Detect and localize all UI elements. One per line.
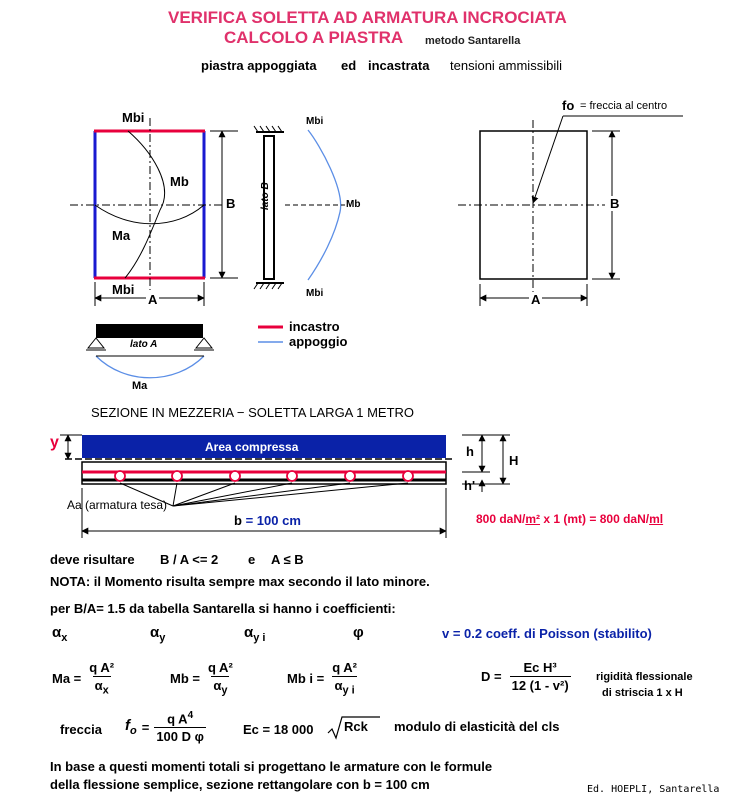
formula-mb — [170, 660, 235, 697]
formula-ma-lhs: Ma = — [52, 670, 82, 686]
load-pre: 800 daN/ — [476, 512, 526, 526]
ec-label: Ec = 18 000 — [243, 722, 314, 737]
title-line2: CALCOLO A PIASTRA — [224, 28, 404, 47]
section-b-label: b — [234, 513, 242, 528]
side-mb: Mb — [346, 199, 361, 210]
rck-label: Rck — [344, 719, 368, 734]
section-h-prime: h' — [464, 478, 476, 493]
coef-alpha-y — [150, 624, 165, 644]
right-fo: fo — [562, 98, 575, 113]
formula-fo-eq: = — [141, 719, 150, 735]
subtitle-ed: ed — [341, 58, 357, 73]
coef-phi: φ — [353, 624, 364, 641]
nota: NOTA: il Momento risulta sempre max secondo il lato minore. — [50, 574, 430, 589]
formula-mbi-den-sub: y i — [342, 684, 355, 697]
beam-lato-a-label: lato A — [130, 339, 158, 350]
coef-alpha-y-sym: α — [150, 624, 160, 641]
coef-alpha-yi-sub: y i — [253, 632, 266, 644]
formula-mb-den: α — [213, 678, 222, 693]
right-plate — [458, 116, 683, 306]
side-mbi-bottom: Mbi — [306, 288, 324, 299]
section-b-value: = 100 cm — [245, 513, 301, 528]
formula-ma-den: α — [94, 678, 103, 693]
left-ma: Ma — [112, 228, 131, 243]
section-b — [231, 513, 304, 528]
load-m2: m² — [525, 512, 541, 526]
load-mid: x 1 (mt) = 800 daN/ — [540, 512, 650, 526]
formula-mbi-lhs: Mb i = — [287, 670, 325, 686]
freccia-label: freccia — [60, 722, 102, 737]
formula-d — [481, 660, 571, 693]
coef-alpha-yi-sym: α — [244, 624, 254, 641]
title-method: metodo Santarella — [425, 35, 521, 47]
footer-credit: Ed. HOEPLI, Santarella — [587, 784, 720, 795]
condition-2: A ≤ B — [271, 552, 304, 567]
beam-ma-label: Ma — [132, 380, 148, 392]
right-dim-b: B — [610, 196, 620, 211]
left-mbi-top: Mbi — [122, 110, 145, 125]
formula-ma — [52, 660, 116, 697]
right-dim-a: A — [531, 292, 541, 307]
formula-mbi-num: q A² — [332, 660, 357, 675]
section-y: y — [50, 434, 59, 451]
formula-d-den: 12 (1 - v²) — [511, 678, 569, 693]
condition-1: B / A <= 2 — [160, 552, 219, 567]
legend-incastro: incastro — [289, 319, 340, 334]
area-compressa: Area compressa — [205, 440, 299, 454]
section-title: SEZIONE IN MEZZERIA − SOLETTA LARGA 1 METRO — [91, 405, 415, 420]
formula-fo-num: q A — [167, 711, 188, 727]
beam-lato-a — [86, 324, 214, 378]
formula-mb-den-sub: y — [221, 684, 228, 697]
poisson: v = 0.2 coeff. di Poisson (stabilito) — [442, 626, 652, 641]
left-dim-b: B — [226, 196, 236, 211]
per-coefficients: per B/A= 1.5 da tabella Santarella si hanno i coefficienti: — [50, 601, 396, 616]
formula-mb-num: q A² — [207, 660, 233, 675]
formula-mbi-den: α — [334, 678, 343, 693]
left-mbi-bottom: Mbi — [112, 282, 135, 297]
footer-line1: In base a questi momenti totali si progettano le armature con le formule — [50, 759, 493, 774]
subtitle-piastra: piastra appoggiata — [201, 58, 317, 73]
coef-alpha-x — [52, 624, 67, 644]
section-H: H — [509, 453, 519, 468]
formula-ma-num: q A² — [89, 660, 115, 675]
subtitle-incastrata: incastrata — [368, 58, 430, 73]
formula-fo-num-sup: 4 — [187, 710, 194, 721]
deve-risultare: deve risultare — [50, 552, 135, 567]
load-line — [476, 512, 663, 526]
condition-e: e — [248, 552, 256, 567]
formula-mb-lhs: Mb = — [170, 670, 200, 686]
title-line1: VERIFICA SOLETTA AD ARMATURA INCROCIATA — [168, 8, 567, 27]
formula-fo-den: 100 D φ — [156, 729, 204, 745]
side-lato-b: lato B — [260, 182, 271, 210]
left-plate — [70, 118, 238, 306]
formula-d-lhs: D = — [481, 669, 502, 684]
formula-fo — [125, 710, 206, 744]
formula-mbi — [287, 660, 359, 697]
right-fo-desc: = freccia al centro — [580, 100, 668, 112]
coef-alpha-x-sym: α — [52, 624, 62, 641]
legend-appoggio: appoggio — [289, 334, 348, 349]
rigidita-2: di striscia 1 x H — [602, 687, 683, 699]
modulo-label: modulo di elasticità del cls — [394, 719, 560, 734]
section-h: h — [466, 444, 474, 459]
coef-alpha-x-sub: x — [61, 632, 68, 644]
formula-fo-sym: f — [125, 717, 130, 735]
coef-alpha-y-sub: y — [159, 632, 166, 644]
section-aa: Aa (armatura tesa) — [67, 498, 168, 512]
formula-d-num: Ec H³ — [523, 660, 557, 675]
formula-fo-sub: o — [130, 725, 137, 738]
subtitle-tensioni: tensioni ammissibili — [450, 58, 562, 73]
side-mbi-top: Mbi — [306, 116, 324, 127]
load-ml: ml — [649, 512, 664, 526]
left-dim-a: A — [148, 292, 158, 307]
rigidita-1: rigidità flessionale — [596, 671, 693, 683]
formula-ma-den-sub: x — [102, 684, 109, 697]
coef-alpha-yi — [244, 624, 265, 644]
footer-line2: della flessione semplice, sezione rettangolare con b = 100 cm — [50, 777, 430, 792]
left-mb: Mb — [170, 174, 189, 189]
